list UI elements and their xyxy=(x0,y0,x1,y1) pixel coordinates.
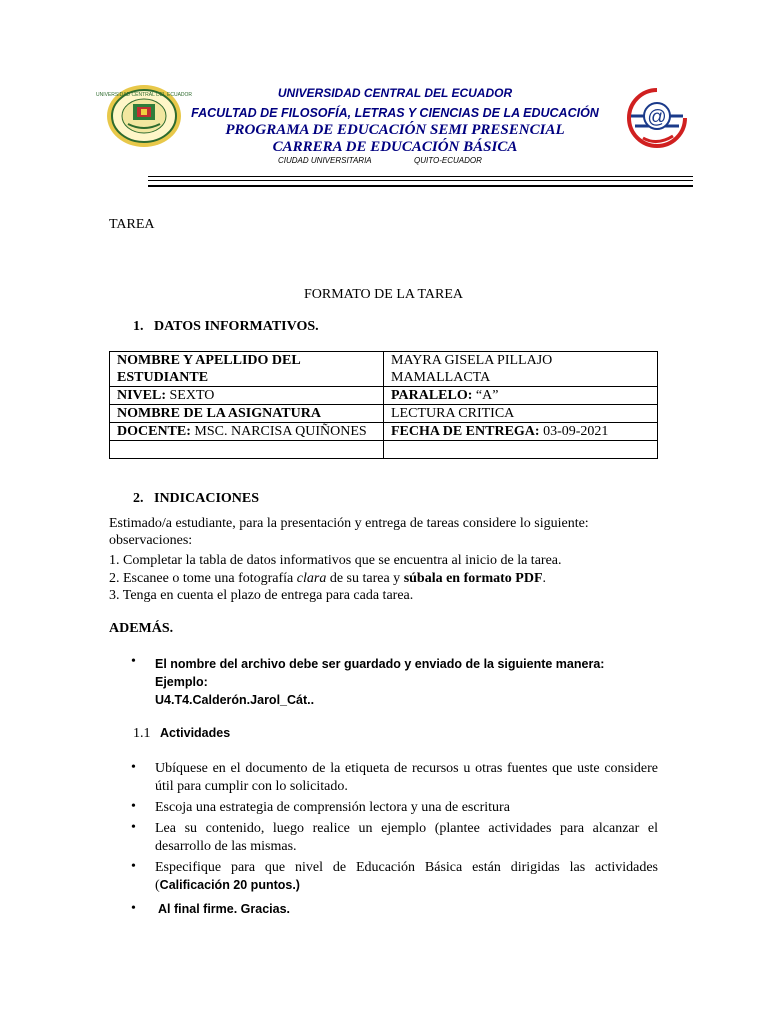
table-cell xyxy=(384,441,658,459)
instruction-2-text: . xyxy=(542,571,547,586)
activity-2: Escoja una estrategia de comprensión lectora y una de escritura xyxy=(155,800,510,815)
activity-4-text: Especifique para que nivel de Educación Básica están dirigidas las actividades ( xyxy=(155,860,658,893)
bullet-icon: • xyxy=(131,901,136,916)
bullet-icon: • xyxy=(131,760,136,775)
instruction-2 xyxy=(109,570,546,587)
table-cell: NOMBRE DE LA ASIGNATURA xyxy=(110,405,384,423)
student-info-table xyxy=(109,351,658,459)
activities-heading: Actividades xyxy=(160,726,231,740)
tarea-label: TAREA xyxy=(109,217,155,232)
instruction-3: 3. Tenga en cuenta el plazo de entrega para cada tarea. xyxy=(109,588,414,603)
header-rule xyxy=(148,185,693,187)
table-cell xyxy=(110,387,384,405)
program-logo xyxy=(625,86,689,150)
table-cell xyxy=(110,441,384,459)
cell-value: SEXTO xyxy=(166,388,215,403)
city-label: CIUDAD UNIVERSITARIA xyxy=(278,156,372,165)
cell-value: 03-09-2021 xyxy=(539,424,609,439)
table-cell xyxy=(110,423,384,441)
section-1-heading: 1. DATOS INFORMATIVOS. xyxy=(133,319,319,334)
instruction-2-text: 2. Escanee o tome una fotografía xyxy=(109,571,297,586)
subsection-number: 1.1 xyxy=(133,726,151,741)
header-rule xyxy=(148,176,693,177)
table-cell xyxy=(384,423,658,441)
cell-value: “A” xyxy=(472,388,499,403)
cell-label: FECHA DE ENTREGA: xyxy=(391,424,540,439)
cell-label: NIVEL: xyxy=(117,388,167,403)
faculty-name: FACULTAD DE FILOSOFÍA, LETRAS Y CIENCIAS DE LA EDUCACIÓN xyxy=(191,106,599,120)
activity-4 xyxy=(155,859,658,894)
instruction-2-text: de su tarea y xyxy=(326,571,404,586)
program-name: PROGRAMA DE EDUCACIÓN SEMI PRESENCIAL xyxy=(225,122,565,138)
activity-4-grade: Calificación 20 puntos.) xyxy=(159,877,300,892)
table-cell: LECTURA CRITICA xyxy=(384,405,658,423)
instruction-2-bold: súbala en formato PDF xyxy=(403,571,543,586)
cell-label: DOCENTE: xyxy=(117,424,191,439)
table-row xyxy=(110,405,658,423)
filename-instructions xyxy=(155,655,604,709)
bullet-icon: • xyxy=(131,799,136,814)
section-2-heading: 2. INDICACIONES xyxy=(133,491,260,506)
filename-example-label: Ejemplo: xyxy=(155,675,208,689)
table-cell: MAYRA GISELA PILLAJO MAMALLACTA xyxy=(384,352,658,387)
university-seal-logo xyxy=(95,84,193,148)
bullet-icon: • xyxy=(131,859,136,874)
bullet-icon: • xyxy=(131,654,136,669)
instruction-1: 1. Completar la tabla de datos informativos que se encuentra al inicio de la tarea. xyxy=(109,553,562,568)
career-name: CARRERA DE EDUCACIÓN BÁSICA xyxy=(272,139,518,155)
seal-text: UNIVERSIDAD CENTRAL DEL ECUADOR xyxy=(95,92,193,98)
table-cell: NOMBRE Y APELLIDO DEL ESTUDIANTE xyxy=(110,352,384,387)
intro-paragraph: Estimado/a estudiante, para la presentación y entrega de tareas considere lo siguiente: observaciones: xyxy=(109,516,589,548)
table-row xyxy=(110,387,658,405)
table-cell xyxy=(384,387,658,405)
filename-example: U4.T4.Calderón.Jarol_Cát.. xyxy=(155,693,315,707)
university-name: UNIVERSIDAD CENTRAL DEL ECUADOR xyxy=(277,86,513,100)
ademas-heading: ADEMÁS. xyxy=(109,621,174,636)
instruction-2-emphasis: clara xyxy=(296,571,327,586)
table-row xyxy=(110,352,658,387)
table-row xyxy=(110,423,658,441)
table-row xyxy=(110,441,658,459)
header-rule xyxy=(148,180,693,181)
activity-1: Ubíquese en el documento de la etiqueta de recursos u otras fuentes que uste considere útil para cumplir con lo solicitado. xyxy=(155,761,658,794)
cell-label: PARALELO: xyxy=(391,388,473,403)
bullet-icon: • xyxy=(131,820,136,835)
activity-3: Lea su contenido, luego realice un ejemplo (plantee actividades para alcanzar el desarrollo de las mismas. xyxy=(155,821,658,854)
location-label: QUITO-ECUADOR xyxy=(414,156,482,165)
filename-instruction-line: El nombre del archivo debe ser guardado y enviado de la siguiente manera: xyxy=(155,657,605,671)
cell-value: MSC. NARCISA QUIÑONES xyxy=(190,424,367,439)
format-title: FORMATO DE LA TAREA xyxy=(304,287,463,302)
at-symbol: @ xyxy=(647,107,667,128)
activity-5: Al final firme. Gracias. xyxy=(155,902,291,916)
